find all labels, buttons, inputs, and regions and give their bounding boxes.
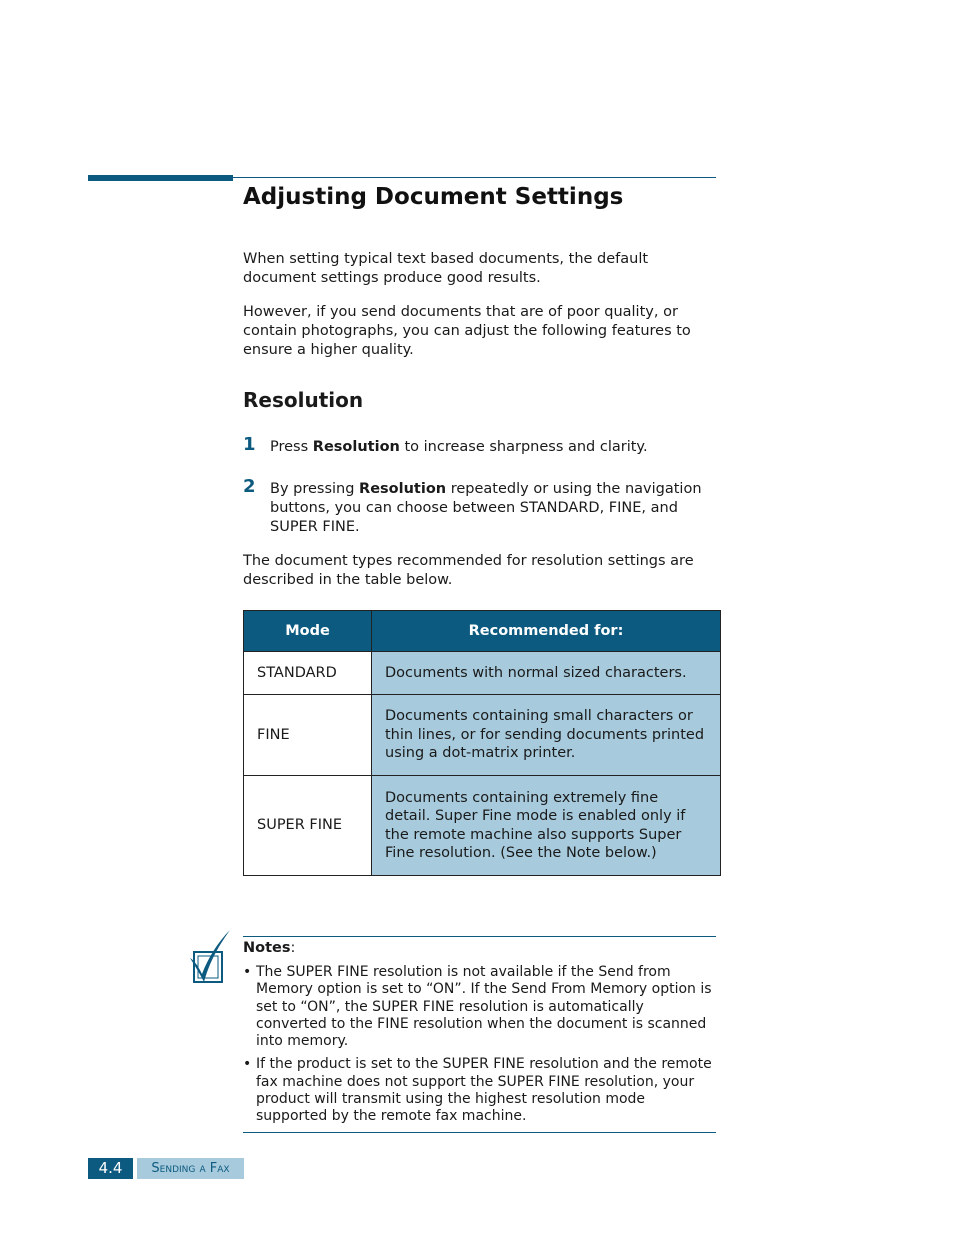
step-2 [243, 476, 723, 537]
table-intro: The document types recommended for resolution settings are described in the table below. [243, 553, 694, 588]
table-header-row [244, 611, 721, 652]
column-header-recommended: Recommended for: [372, 611, 721, 652]
chapter-label: Sending a Fax [137, 1158, 244, 1179]
mode-cell: SUPER FINE [244, 776, 372, 876]
resolution-heading: Resolution [243, 388, 364, 412]
step-2-number: 2 [243, 476, 256, 497]
step-1 [243, 434, 723, 457]
table-row [244, 695, 721, 776]
step-1-number: 1 [243, 434, 256, 455]
step-1-text: Press Resolution to increase sharpness and clarity. [270, 439, 648, 455]
resolution-table [243, 610, 721, 876]
intro-paragraph-2: However, if you send documents that are of poor quality, or contain photographs, you can adjust the following features to ensure a higher quality. [243, 304, 691, 358]
intro-paragraph-1: When setting typical text based documents, the default document settings produce good results. [243, 251, 649, 286]
step-2-text: By pressing Resolution repeatedly or using the navigation buttons, you can choose between STANDARD, FINE, and SUPER FINE. [270, 481, 702, 535]
notes-bottom-rule [243, 1132, 716, 1133]
mode-cell: FINE [244, 695, 372, 776]
table-row [244, 652, 721, 695]
header-rule-thin [233, 177, 716, 178]
notes-title: Notes: [243, 940, 296, 956]
list-item: • The SUPER FINE resolution is not available if the Send from Memory option is set to “ON”. If the Send From Memory option is set to “ON”, the SUPER FINE resolution is automatically converted to the FINE resolution when the document is scanned into memory. [243, 964, 712, 1050]
notes-top-rule [243, 936, 716, 937]
mode-cell: STANDARD [244, 652, 372, 695]
recommended-cell: Documents containing extremely fine detail. Super Fine mode is enabled only if the remote machine also supports Super Fine resolution. (See the Note below.) [372, 776, 721, 876]
page-title: Adjusting Document Settings [243, 184, 624, 210]
recommended-cell: Documents containing small characters or thin lines, or for sending documents printed using a dot-matrix printer. [372, 695, 721, 776]
list-item: • If the product is set to the SUPER FINE resolution and the remote fax machine does not support the SUPER FINE resolution, your product will transmit using the highest resolution mode supported by the remote fax machine. [243, 1056, 712, 1125]
header-rule-thick [88, 175, 233, 181]
table-row [244, 776, 721, 876]
column-header-mode: Mode [244, 611, 372, 652]
page-number: 4.4 [88, 1158, 133, 1179]
notes-list [243, 964, 716, 1132]
resolution-keyword: Resolution [312, 439, 400, 455]
checkmark-note-icon [186, 928, 232, 984]
resolution-keyword: Resolution [359, 481, 447, 497]
recommended-cell: Documents with normal sized characters. [372, 652, 721, 695]
